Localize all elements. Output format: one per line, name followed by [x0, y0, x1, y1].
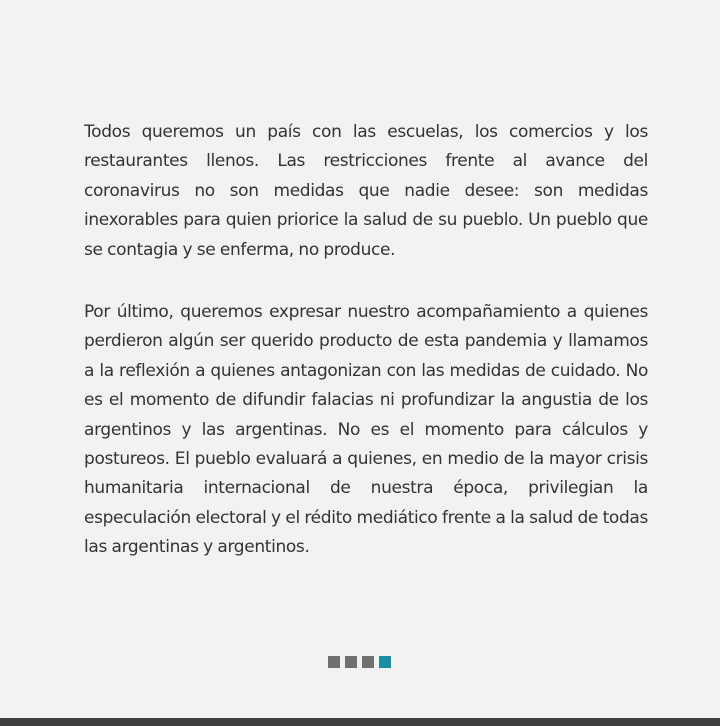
paragraph-restricciones: Todos queremos un país con las escuelas, los comercios y los restaurantes llenos. Las restricciones frente al avance del coronavirus no son medidas que nadie desee: son medidas inexorables para quien priorice la salud de su pueblo. Un pueblo que se contagia y se enferma, no produce.: [84, 122, 648, 260]
pager-dot-1[interactable]: [328, 656, 340, 668]
bottom-bar: [0, 718, 720, 726]
pager-dot-4-active[interactable]: [379, 656, 391, 668]
document-body: [84, 118, 648, 563]
slide-pager: [328, 656, 391, 668]
pager-dot-2[interactable]: [345, 656, 357, 668]
pager-dot-3[interactable]: [362, 656, 374, 668]
paragraph-acompanamiento: Por último, queremos expresar nuestro acompañamiento a quienes perdieron algún ser querido producto de esta pandemia y llamamos a la reflexión a quienes antagonizan con las medidas de cuidado. No es el momento de difundir falacias ni profundizar la angustia de los argentinos y las argentinas. No es el momento para cálculos y postureos. El pueblo evaluará a quienes, en medio de la mayor crisis humanitaria internacional de nuestra época, privilegian la especulación electoral y el rédito mediático frente a la salud de todas las argentinas y argentinos.: [84, 302, 648, 558]
